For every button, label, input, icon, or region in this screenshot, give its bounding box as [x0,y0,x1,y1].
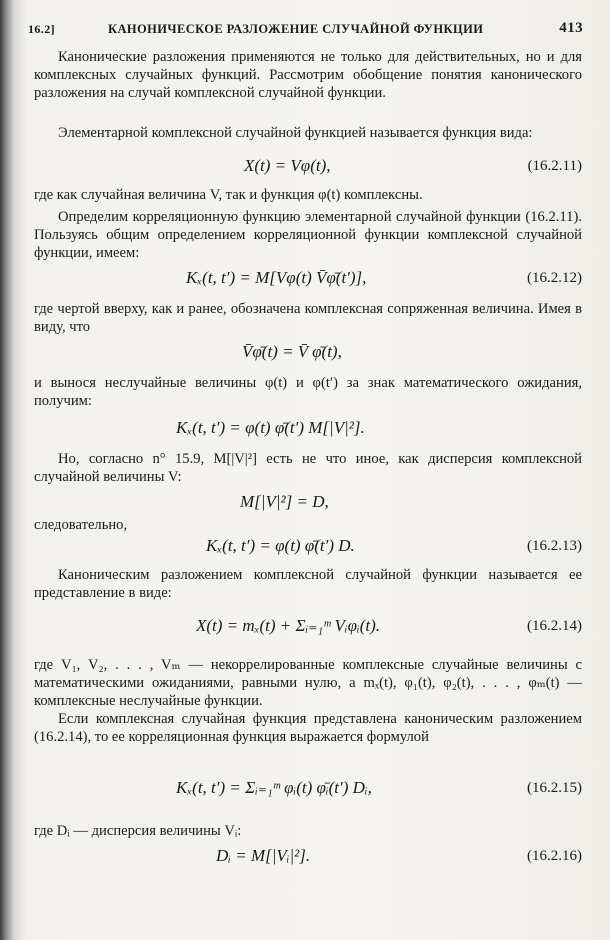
paragraph-4: Определим корреляционную функцию элементарной случайной функции (16.2.11). Пользуясь общим определением корреляционной функции комплексной случайной функции, имеем: [34,209,582,261]
paragraph-9: Каноническим разложением комплексной случайной функции называется ее представление в виде: [34,567,582,601]
equation-number-16-2-14: (16.2.14) [527,618,582,634]
paragraph-1: Канонические разложения применяются не только для действительных, но и для комплексных случайных функций. Рассмотрим обобщение понятия канонического разложения на случай комплексной случайной функции. [34,49,582,101]
equation-number-16-2-12: (16.2.12) [527,270,582,286]
paragraph-11: Если комплексная случайная функция представлена каноническим разложением (16.2.14), то ее корреляционная функция выражается формулой [34,711,582,745]
paragraph-3: где как случайная величина V, так и функция φ(t) комплексны. [34,187,423,203]
paragraph-10: где V₁, V₂, . . . , Vₘ — некоррелированные комплексные случайные величины с математическими ожиданиями, равными нулю, а mₓ(t), φ₁(t), φ₂(t), . . . , φₘ(t) — комплексные неслучайные функции. [34,657,582,709]
equation-number-16-2-16: (16.2.16) [527,848,582,864]
equation-16-2-14: X(t) = mₓ(t) + Σᵢ₌₁ᵐ Vᵢφᵢ(t). [196,616,381,635]
equation-number-16-2-11: (16.2.11) [527,158,582,174]
equation-16-2-11: X(t) = Vφ(t), [244,156,331,175]
paragraph-2: Элементарной комплексной случайной функцией называется функция вида: [58,125,533,141]
paragraph-6: и вынося неслучайные величины φ(t) и φ(t′) за знак математического ожидания, получим: [34,375,582,409]
equation-16-2-13: Kₓ(t, t′) = φ(t) φ̄(t′) D. [206,536,355,555]
page-header [28,20,583,40]
paragraph-7: Но, согласно n° 15.9, M[|V|²] есть не что иное, как дисперсия комплексной случайной величины V: [34,451,582,485]
equation-conjugate: V̄φ̄(t) = V̄ φ̄(t), [242,342,342,361]
section-number: 16.2] [28,22,55,36]
running-title: КАНОНИЧЕСКОЕ РАЗЛОЖЕНИЕ СЛУЧАЙНОЙ ФУНКЦИИ [108,22,484,36]
paragraph-12: где Dᵢ — дисперсия величины Vᵢ: [34,823,242,839]
equation-number-16-2-15: (16.2.15) [527,780,582,796]
equation-correlation: Kₓ(t, t′) = φ(t) φ̄(t′) M[|V|²]. [176,418,365,437]
paragraph-8: следовательно, [34,517,128,533]
equation-number-16-2-13: (16.2.13) [527,538,582,554]
page-number: 413 [559,20,583,36]
equation-16-2-15: Kₓ(t, t′) = Σᵢ₌₁ᵐ φᵢ(t) φ̄ᵢ(t′) Dᵢ, [176,778,372,797]
equation-16-2-16: Dᵢ = M[|Vᵢ|²]. [216,846,311,865]
paragraph-5: где чертой вверху, как и ранее, обозначена комплексная сопряженная величина. Имея в виду, что [34,301,582,335]
equation-16-2-12: Kₓ(t, t′) = M[Vφ(t) V̄φ̄(t′)], [186,268,367,287]
equation-dispersion: M[|V|²] = D, [240,492,329,511]
